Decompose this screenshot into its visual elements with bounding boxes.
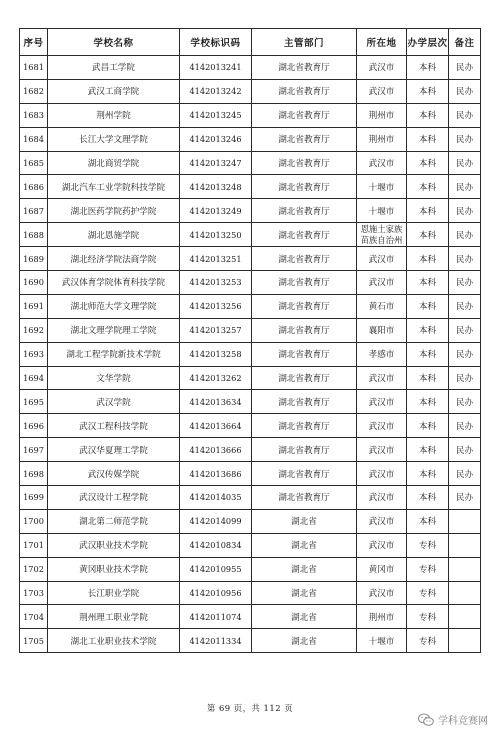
cell-school-code: 4142013253 <box>180 271 252 295</box>
cell-serial: 1699 <box>20 486 48 510</box>
cell-level: 专科 <box>407 629 449 653</box>
cell-location: 孝感市 <box>357 342 407 366</box>
cell-school-name: 湖北汽车工业学院科技学院 <box>48 175 180 199</box>
header-school-name: 学校名称 <box>48 29 180 56</box>
cell-school-name: 荆州学院 <box>48 103 180 127</box>
cell-level: 专科 <box>407 605 449 629</box>
cell-school-code: 4142013256 <box>180 294 252 318</box>
table-row <box>20 414 481 438</box>
cell-serial: 1694 <box>20 366 48 390</box>
cell-school-name: 湖北师范大学文理学院 <box>48 294 180 318</box>
cell-school-name: 武汉工商学院 <box>48 79 180 103</box>
cell-remarks <box>449 605 481 629</box>
cell-location: 武汉市 <box>357 581 407 605</box>
cell-school-code: 4142013248 <box>180 175 252 199</box>
cell-location: 武汉市 <box>357 56 407 80</box>
cell-level: 本科 <box>407 318 449 342</box>
watermark <box>418 712 488 727</box>
cell-school-name: 湖北医药学院药护学院 <box>48 199 180 223</box>
cell-level: 本科 <box>407 390 449 414</box>
cell-remarks: 民办 <box>449 271 481 295</box>
cell-remarks: 民办 <box>449 438 481 462</box>
table-row <box>20 151 481 175</box>
cell-remarks: 民办 <box>449 103 481 127</box>
cell-remarks <box>449 581 481 605</box>
cell-serial: 1698 <box>20 462 48 486</box>
cell-level: 专科 <box>407 533 449 557</box>
cell-level: 本科 <box>407 127 449 151</box>
table-row <box>20 533 481 557</box>
school-roster-table <box>19 28 481 653</box>
cell-level: 本科 <box>407 79 449 103</box>
cell-location: 武汉市 <box>357 533 407 557</box>
cell-level: 本科 <box>407 103 449 127</box>
cell-remarks: 民办 <box>449 390 481 414</box>
cell-school-name: 长江职业学院 <box>48 581 180 605</box>
header-department: 主管部门 <box>252 29 357 56</box>
cell-serial: 1683 <box>20 103 48 127</box>
cell-remarks <box>449 509 481 533</box>
cell-department: 湖北省教育厅 <box>252 390 357 414</box>
cell-serial: 1686 <box>20 175 48 199</box>
cell-school-code: 4142013664 <box>180 414 252 438</box>
cell-school-code: 4142013242 <box>180 79 252 103</box>
cell-location: 武汉市 <box>357 509 407 533</box>
cell-level: 本科 <box>407 414 449 438</box>
cell-department: 湖北省 <box>252 605 357 629</box>
cell-level: 本科 <box>407 294 449 318</box>
cell-remarks: 民办 <box>449 151 481 175</box>
table-row <box>20 294 481 318</box>
cell-location: 武汉市 <box>357 271 407 295</box>
cell-school-name: 湖北经济学院法商学院 <box>48 247 180 271</box>
cell-remarks: 民办 <box>449 223 481 247</box>
table-row <box>20 557 481 581</box>
cell-serial: 1703 <box>20 581 48 605</box>
cell-serial: 1687 <box>20 199 48 223</box>
cell-serial: 1696 <box>20 414 48 438</box>
page-number: 第 69 页，共 112 页 <box>206 703 294 713</box>
cell-remarks: 民办 <box>449 318 481 342</box>
cell-school-name: 武汉传媒学院 <box>48 462 180 486</box>
table-row <box>20 103 481 127</box>
cell-department: 湖北省教育厅 <box>252 127 357 151</box>
cell-department: 湖北省教育厅 <box>252 414 357 438</box>
cell-department: 湖北省教育厅 <box>252 438 357 462</box>
cell-remarks: 民办 <box>449 294 481 318</box>
cell-school-code: 4142013246 <box>180 127 252 151</box>
cell-school-code: 4142011074 <box>180 605 252 629</box>
cell-location: 武汉市 <box>357 438 407 462</box>
cell-department: 湖北省 <box>252 533 357 557</box>
cell-school-name: 湖北工程学院新技术学院 <box>48 342 180 366</box>
cell-school-code: 4142013258 <box>180 342 252 366</box>
cell-school-name: 文华学院 <box>48 366 180 390</box>
cell-school-code: 4142013686 <box>180 462 252 486</box>
cell-location: 襄阳市 <box>357 318 407 342</box>
table-row <box>20 127 481 151</box>
cell-school-name: 湖北工业职业技术学院 <box>48 629 180 653</box>
cell-level: 本科 <box>407 271 449 295</box>
cell-school-name: 武昌工学院 <box>48 56 180 80</box>
cell-school-code: 4142013247 <box>180 151 252 175</box>
cell-level: 本科 <box>407 175 449 199</box>
cell-remarks: 民办 <box>449 56 481 80</box>
table-row <box>20 247 481 271</box>
cell-serial: 1700 <box>20 509 48 533</box>
cell-department: 湖北省教育厅 <box>252 294 357 318</box>
cell-serial: 1693 <box>20 342 48 366</box>
cell-serial: 1691 <box>20 294 48 318</box>
cell-school-code: 4142013262 <box>180 366 252 390</box>
cell-location: 黄石市 <box>357 294 407 318</box>
cell-level: 本科 <box>407 438 449 462</box>
cell-level: 专科 <box>407 581 449 605</box>
cell-department: 湖北省教育厅 <box>252 318 357 342</box>
table-row <box>20 199 481 223</box>
cell-serial: 1681 <box>20 56 48 80</box>
cell-school-name: 武汉华夏理工学院 <box>48 438 180 462</box>
cell-remarks: 民办 <box>449 414 481 438</box>
cell-serial: 1690 <box>20 271 48 295</box>
cell-school-name: 长江大学文理学院 <box>48 127 180 151</box>
cell-school-name: 湖北文理学院理工学院 <box>48 318 180 342</box>
cell-school-code: 4142010834 <box>180 533 252 557</box>
table-row <box>20 79 481 103</box>
table-row <box>20 271 481 295</box>
cell-school-code: 4142013249 <box>180 199 252 223</box>
table-body <box>20 56 481 653</box>
cell-remarks: 民办 <box>449 342 481 366</box>
cell-school-code: 4142014099 <box>180 509 252 533</box>
cell-school-name: 武汉工程科技学院 <box>48 414 180 438</box>
cell-school-name: 武汉职业技术学院 <box>48 533 180 557</box>
cell-school-name: 黄冈职业技术学院 <box>48 557 180 581</box>
cell-school-code: 4142013666 <box>180 438 252 462</box>
cell-level: 本科 <box>407 247 449 271</box>
cell-remarks <box>449 629 481 653</box>
cell-department: 湖北省教育厅 <box>252 103 357 127</box>
cell-location: 武汉市 <box>357 247 407 271</box>
table-row <box>20 342 481 366</box>
cell-level: 本科 <box>407 56 449 80</box>
cell-location: 武汉市 <box>357 366 407 390</box>
cell-department: 湖北省教育厅 <box>252 151 357 175</box>
cell-department: 湖北省教育厅 <box>252 247 357 271</box>
header-serial: 序号 <box>20 29 48 56</box>
cell-department: 湖北省教育厅 <box>252 366 357 390</box>
table-row <box>20 605 481 629</box>
cell-school-name: 武汉学院 <box>48 390 180 414</box>
cell-school-code: 4142013245 <box>180 103 252 127</box>
cell-level: 本科 <box>407 223 449 247</box>
table-row <box>20 366 481 390</box>
cell-level: 本科 <box>407 199 449 223</box>
cell-department: 湖北省教育厅 <box>252 56 357 80</box>
cell-serial: 1684 <box>20 127 48 151</box>
cell-serial: 1697 <box>20 438 48 462</box>
cell-level: 本科 <box>407 509 449 533</box>
cell-level: 本科 <box>407 462 449 486</box>
cell-remarks: 民办 <box>449 79 481 103</box>
cell-remarks: 民办 <box>449 127 481 151</box>
table-row <box>20 629 481 653</box>
cell-department: 湖北省教育厅 <box>252 223 357 247</box>
cell-department: 湖北省 <box>252 629 357 653</box>
table-row <box>20 56 481 80</box>
cell-location: 武汉市 <box>357 151 407 175</box>
cell-location: 荆州市 <box>357 127 407 151</box>
cell-department: 湖北省教育厅 <box>252 462 357 486</box>
cell-location: 武汉市 <box>357 486 407 510</box>
cell-school-code: 4142013250 <box>180 223 252 247</box>
cell-location: 恩施土家族苗族自治州 <box>357 223 407 247</box>
cell-serial: 1692 <box>20 318 48 342</box>
cell-school-code: 4142010955 <box>180 557 252 581</box>
cell-department: 湖北省教育厅 <box>252 79 357 103</box>
cell-location: 武汉市 <box>357 79 407 103</box>
cell-school-name: 湖北第二师范学院 <box>48 509 180 533</box>
table-header-row <box>20 29 481 56</box>
cell-location: 武汉市 <box>357 390 407 414</box>
cell-level: 本科 <box>407 366 449 390</box>
cell-remarks: 民办 <box>449 199 481 223</box>
cell-location: 黄冈市 <box>357 557 407 581</box>
cell-department: 湖北省 <box>252 509 357 533</box>
cell-school-name: 武汉体育学院体育科技学院 <box>48 271 180 295</box>
cell-location: 十堰市 <box>357 199 407 223</box>
cell-location: 十堰市 <box>357 629 407 653</box>
cell-serial: 1685 <box>20 151 48 175</box>
cell-department: 湖北省 <box>252 581 357 605</box>
wechat-icon <box>418 713 434 727</box>
cell-level: 本科 <box>407 151 449 175</box>
table-row <box>20 223 481 247</box>
header-school-code: 学校标识码 <box>180 29 252 56</box>
cell-school-code: 4142013241 <box>180 56 252 80</box>
cell-school-code: 4142014035 <box>180 486 252 510</box>
cell-level: 专科 <box>407 557 449 581</box>
cell-location: 荆州市 <box>357 103 407 127</box>
table-row <box>20 462 481 486</box>
cell-serial: 1682 <box>20 79 48 103</box>
cell-level: 本科 <box>407 486 449 510</box>
cell-remarks <box>449 557 481 581</box>
table-row <box>20 581 481 605</box>
table-row <box>20 486 481 510</box>
table-row <box>20 438 481 462</box>
header-location: 所在地 <box>357 29 407 56</box>
cell-location: 荆州市 <box>357 605 407 629</box>
cell-remarks: 民办 <box>449 247 481 271</box>
cell-serial: 1704 <box>20 605 48 629</box>
cell-serial: 1688 <box>20 223 48 247</box>
cell-department: 湖北省教育厅 <box>252 342 357 366</box>
table-row <box>20 390 481 414</box>
cell-school-name: 湖北商贸学院 <box>48 151 180 175</box>
table-row <box>20 175 481 199</box>
cell-serial: 1701 <box>20 533 48 557</box>
cell-remarks: 民办 <box>449 462 481 486</box>
cell-serial: 1695 <box>20 390 48 414</box>
cell-school-name: 武汉设计工程学院 <box>48 486 180 510</box>
cell-serial: 1705 <box>20 629 48 653</box>
header-level: 办学层次 <box>407 29 449 56</box>
cell-department: 湖北省教育厅 <box>252 271 357 295</box>
cell-remarks: 民办 <box>449 486 481 510</box>
cell-remarks <box>449 533 481 557</box>
cell-school-code: 4142013257 <box>180 318 252 342</box>
cell-remarks: 民办 <box>449 366 481 390</box>
header-remarks: 备注 <box>449 29 481 56</box>
cell-serial: 1689 <box>20 247 48 271</box>
cell-remarks: 民办 <box>449 175 481 199</box>
cell-school-code: 4142013251 <box>180 247 252 271</box>
cell-department: 湖北省教育厅 <box>252 486 357 510</box>
cell-location: 武汉市 <box>357 462 407 486</box>
cell-serial: 1702 <box>20 557 48 581</box>
cell-school-code: 4142013634 <box>180 390 252 414</box>
table-row <box>20 509 481 533</box>
cell-department: 湖北省教育厅 <box>252 175 357 199</box>
cell-school-name: 荆州理工职业学院 <box>48 605 180 629</box>
cell-school-code: 4142010956 <box>180 581 252 605</box>
cell-location: 武汉市 <box>357 414 407 438</box>
cell-school-name: 湖北恩施学院 <box>48 223 180 247</box>
watermark-text: 学科竞赛网 <box>438 716 488 727</box>
cell-level: 本科 <box>407 342 449 366</box>
cell-school-code: 4142011334 <box>180 629 252 653</box>
table-row <box>20 318 481 342</box>
cell-department: 湖北省 <box>252 557 357 581</box>
cell-location: 十堰市 <box>357 175 407 199</box>
cell-department: 湖北省教育厅 <box>252 199 357 223</box>
